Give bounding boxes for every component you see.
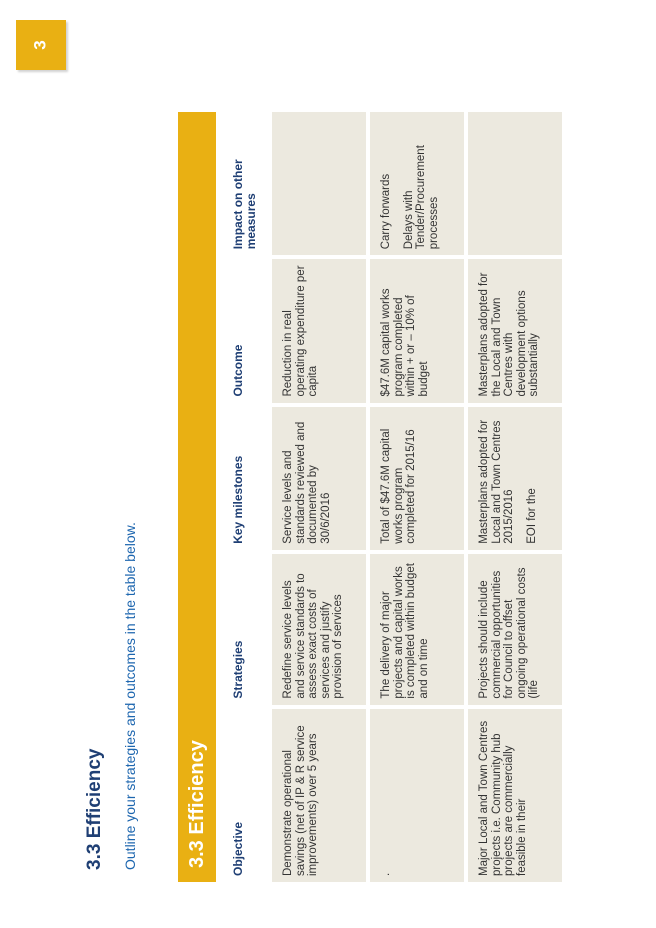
col-header-strategies: Strategies [231,640,245,699]
efficiency-table [178,112,566,882]
cell-objective: . [370,709,464,882]
table-heading: 3.3 Efficiency [178,112,216,882]
table-row [468,112,562,882]
col-header-objective: Objective [231,821,245,876]
cell-impact [272,112,366,255]
cell-outcome: Masterplans adopted for the Local and Town Centres with development options substantially [468,259,562,402]
section-description: Outline your strategies and outcomes in the table below. [122,522,138,870]
col-header-outcome: Outcome [231,344,245,397]
cell-outcome: $47.6M capital works program completed within + or – 10% of budget [370,259,464,402]
table-row [272,112,366,882]
cell-strategies: Redefine service levels and service standards to assess exact costs of services and justify provision of services [272,554,366,705]
page-number: 3 [31,40,50,50]
cell-milestones: Service levels and standards reviewed and documented by 30/6/2016 [272,407,366,550]
cell-milestones: Total of $47.6M capital works program completed for 2015/16 [370,407,464,550]
cell-objective: Demonstrate operational savings (net of IP & R service improvements) over 5 years [272,709,366,882]
page-number-badge [16,20,66,70]
section-title: 3.3 Efficiency [84,748,105,870]
cell-strategies: Projects should include commercial opportunities for Council to offset ongoing operational costs (life [468,554,562,705]
cell-impact: Carry forwards Delays with Tender/Procurement processes [370,112,464,255]
cell-objective: Major Local and Town Centres projects i.e. Community hub projects are commercially feasible in their [468,709,562,882]
rotated-page-content [72,40,592,876]
table-row [370,112,464,882]
cell-outcome: Reduction in real operating expenditure per capita [272,259,366,402]
cell-impact [468,112,562,255]
col-header-key-milestones: Key milestones [231,455,245,544]
cell-milestones: Masterplans adopted for Local and Town Centres 2015/2016 EOI for the [468,407,562,550]
col-header-impact: Impact on other measures [231,159,258,250]
cell-strategies: The delivery of major projects and capital works is completed within budget and on time [370,554,464,705]
